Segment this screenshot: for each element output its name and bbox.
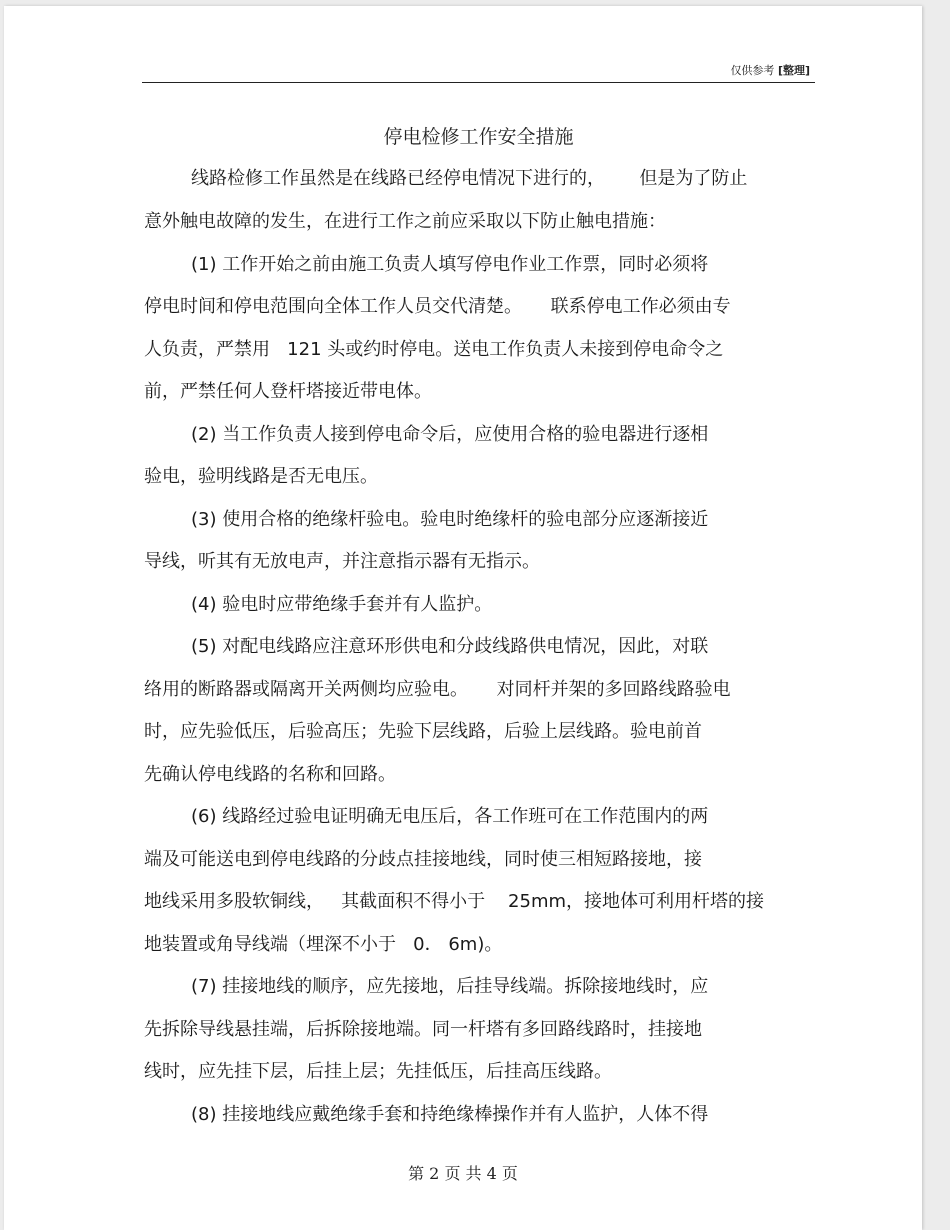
page-footer: 第 2 页 共 4 页 — [408, 1164, 518, 1183]
body-line: 前，严禁任何人登杆塔接近带电体。 — [144, 381, 432, 402]
body-line: (8) 挂接地线应戴绝缘手套和持绝缘棒操作并有人监护，人体不得 — [191, 1104, 709, 1125]
body-line: 地线采用多股软铜线， 其截面积不得小于 25mm，接地体可利用杆塔的接 — [144, 891, 765, 912]
body-line: 意外触电故障的发生，在进行工作之前应采取以下防止触电措施： — [144, 211, 666, 232]
body-line: 人负责，严禁用 121 头或约时停电。送电工作负责人未接到停电命令之 — [144, 339, 724, 360]
header-note — [730, 62, 810, 78]
body-line: 地装置或角导线端（埋深不小于 0． 6m)。 — [144, 934, 503, 955]
body-line: 导线，听其有无放电声，并注意指示器有无指示。 — [144, 551, 540, 572]
body-line: 端及可能送电到停电线路的分歧点挂接地线，同时使三相短路接地，接 — [144, 849, 702, 870]
body-line: (2) 当工作负责人接到停电命令后，应使用合格的验电器进行逐相 — [191, 424, 709, 445]
body-line: (6) 线路经过验电证明确无电压后，各工作班可在工作范围内的两 — [191, 806, 709, 827]
header-note-text: 仅供参考 — [730, 64, 775, 77]
body-line: (4) 验电时应带绝缘手套并有人监护。 — [191, 594, 493, 615]
header-tag: [整理] — [777, 64, 810, 77]
body-line: (3) 使用合格的绝缘杆验电。验电时绝缘杆的验电部分应逐渐接近 — [191, 509, 709, 530]
document-page — [4, 6, 922, 1230]
body-line: (7) 挂接地线的顺序，应先接地，后挂导线端。拆除接地线时，应 — [191, 976, 709, 997]
body-line: (1) 工作开始之前由施工负责人填写停电作业工作票，同时必须将 — [191, 254, 709, 275]
body-line: 验电，验明线路是否无电压。 — [144, 466, 378, 487]
body-line: 线路检修工作虽然是在线路已经停电情况下进行的， 但是为了防止 — [191, 168, 748, 189]
body-line: 先拆除导线悬挂端，后拆除接地端。同一杆塔有多回路线路时，挂接地 — [144, 1019, 702, 1040]
body-line: 线时，应先挂下层，后挂上层；先挂低压，后挂高压线路。 — [144, 1061, 612, 1082]
header-divider — [142, 82, 815, 83]
body-line: 络用的断路器或隔离开关两侧均应验电。 对同杆并架的多回路线路验电 — [144, 679, 731, 700]
body-line: (5) 对配电线路应注意环形供电和分歧线路供电情况，因此，对联 — [191, 636, 709, 657]
document-title: 停电检修工作安全措施 — [383, 126, 574, 148]
body-line: 时，应先验低压，后验高压；先验下层线路，后验上层线路。验电前首 — [144, 721, 702, 742]
body-line: 停电时间和停电范围向全体工作人员交代清楚。 联系停电工作必须由专 — [144, 296, 731, 317]
body-line: 先确认停电线路的名称和回路。 — [144, 764, 396, 785]
